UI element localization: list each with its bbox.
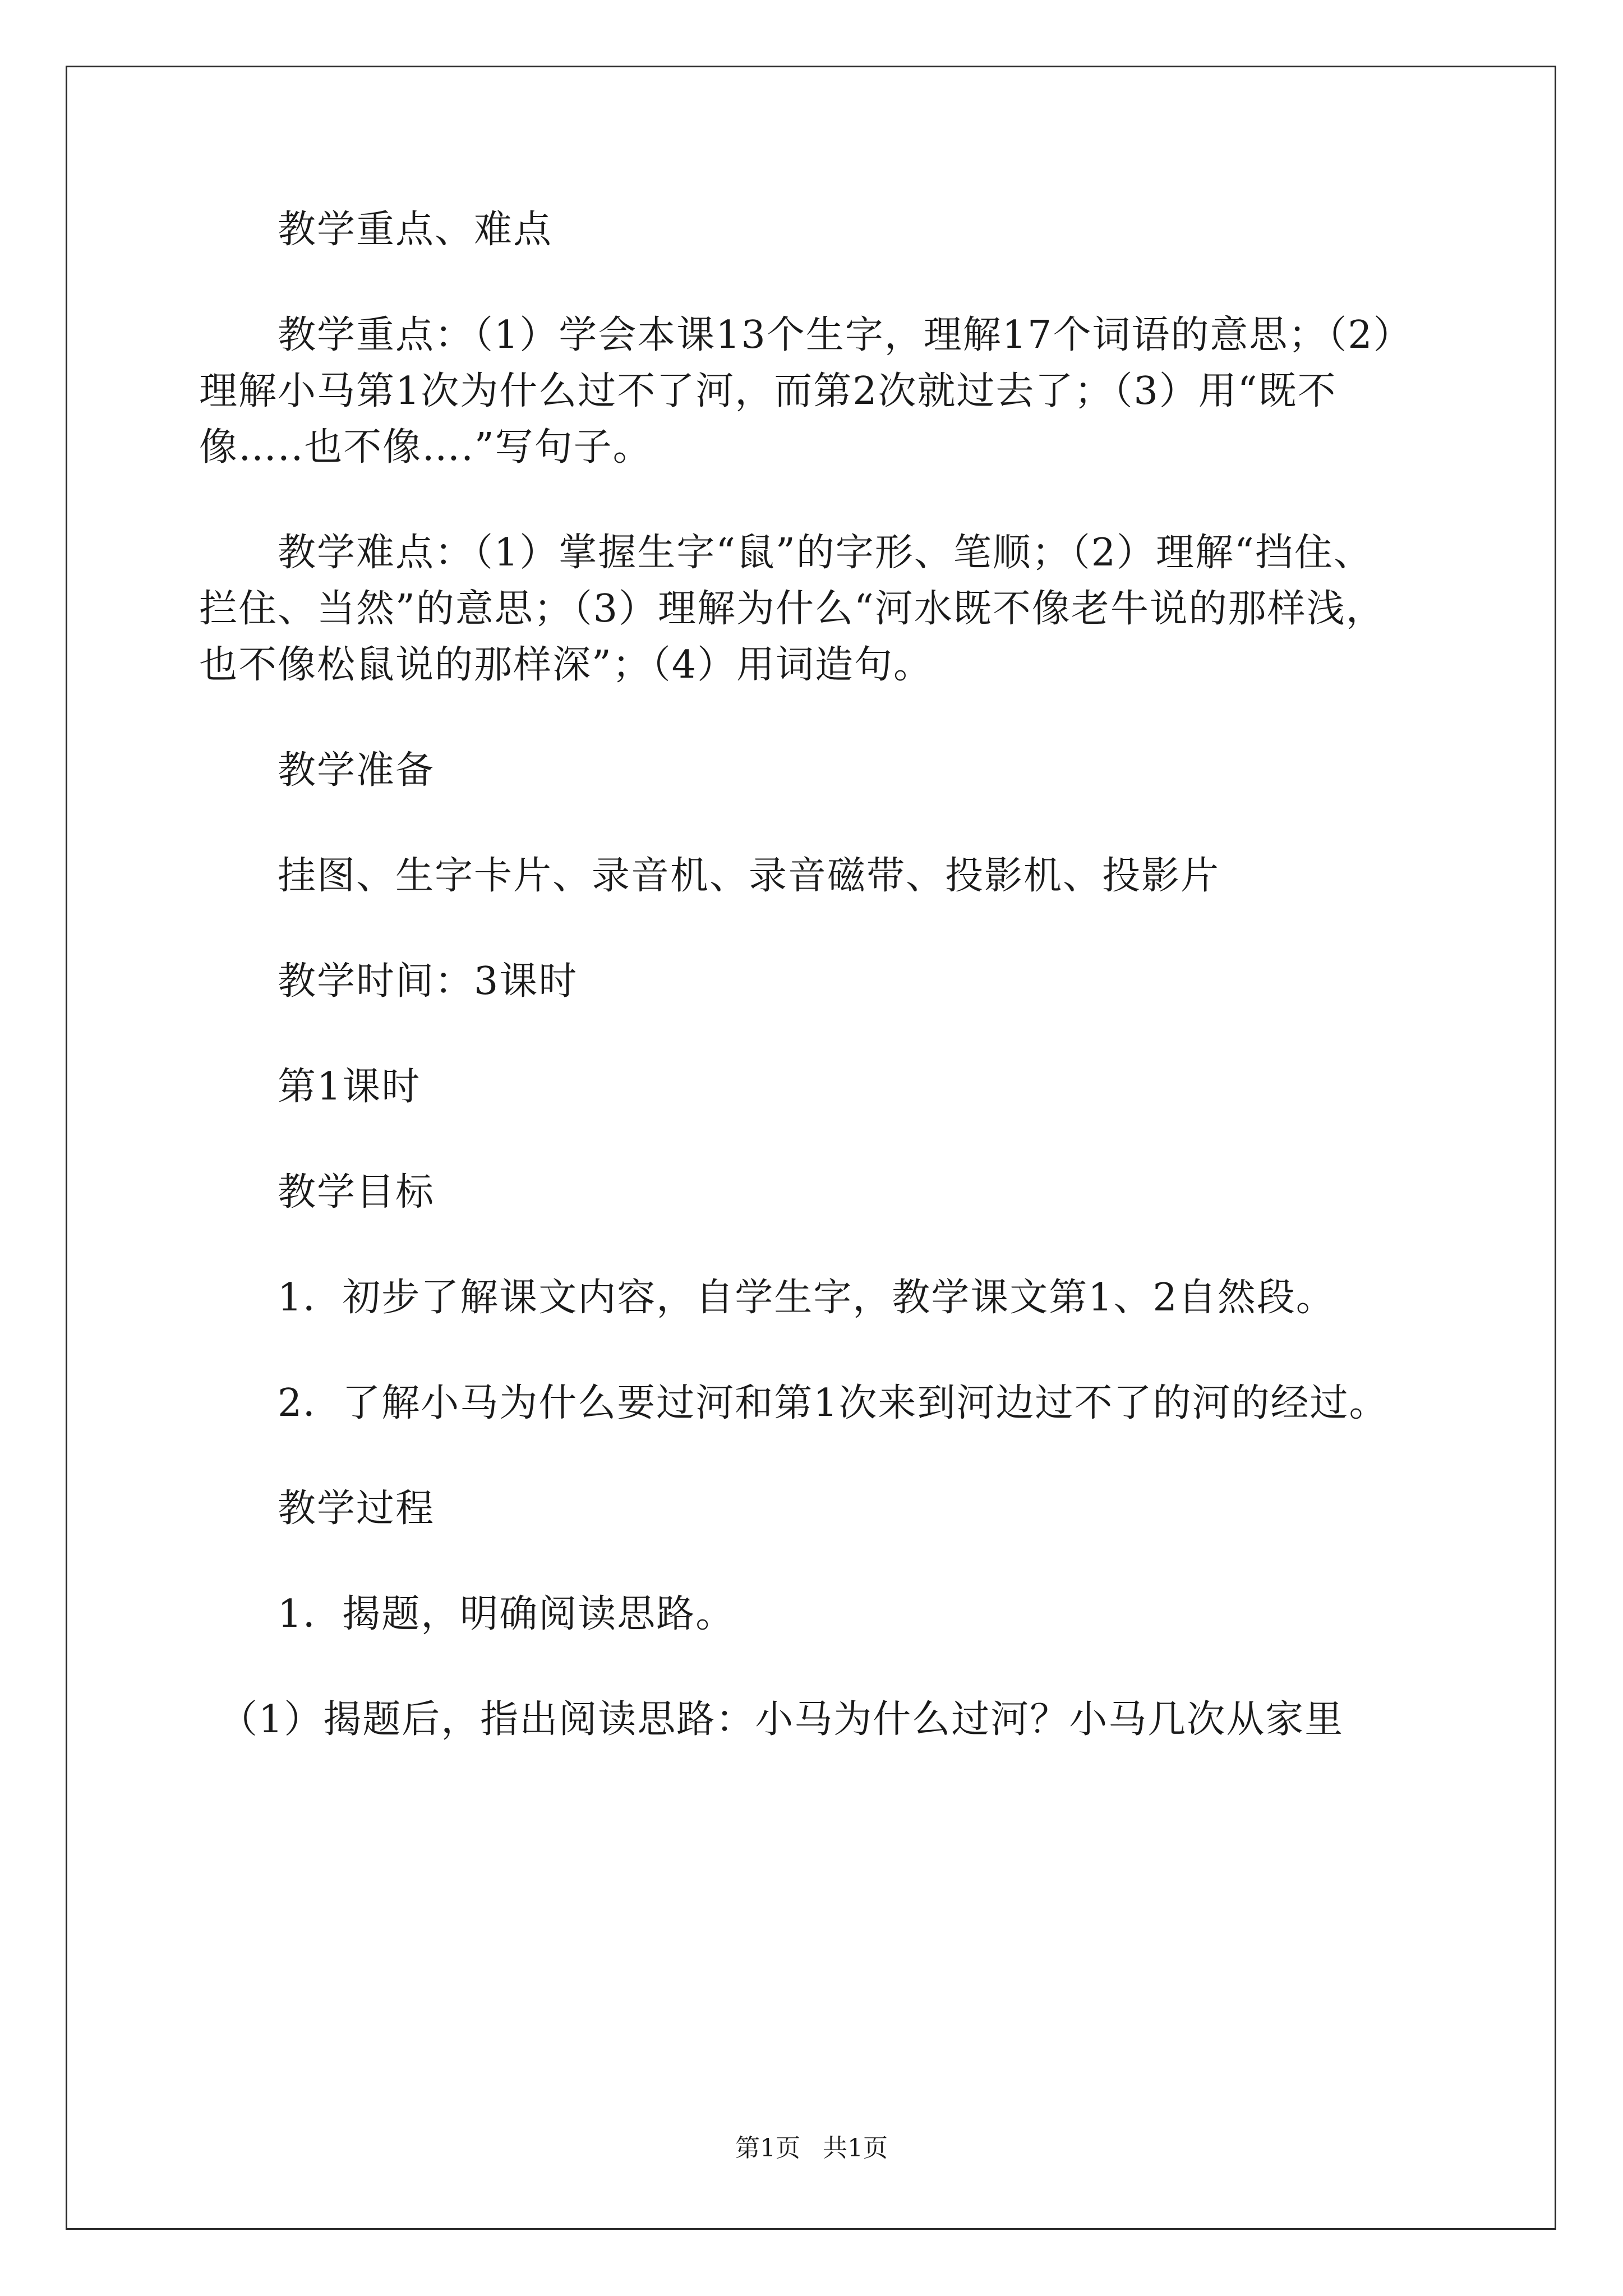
paragraph-gap xyxy=(199,476,1478,525)
paragraph-gap xyxy=(199,1221,1478,1270)
text-line: 教学重点、难点 xyxy=(199,208,553,252)
paragraph-process-1-1 xyxy=(199,1692,1478,1748)
paragraph-gap xyxy=(199,1537,1478,1586)
page-total: 共1页 xyxy=(823,2134,888,2162)
text-line: 1．初步了解课文内容，自学生字，教学课文第1、2自然段。 xyxy=(199,1276,1335,1320)
paragraph-preparation xyxy=(199,848,1478,904)
paragraph-heading-key-points xyxy=(199,202,1478,258)
paragraph-heading-preparation xyxy=(199,743,1478,799)
text-line: 教学准备 xyxy=(199,748,435,793)
text-line: 2．了解小马为什么要过河和第1次来到河边过不了的河的经过。 xyxy=(199,1381,1389,1425)
paragraph-gap xyxy=(199,1115,1478,1165)
text-line: 教学难点：（1）掌握生字“鼠”的字形、笔顺；（2）理解“挡住、 xyxy=(199,531,1373,575)
paragraph-gap xyxy=(199,258,1478,307)
page-number: 第1页 xyxy=(735,2134,800,2162)
text-line: 也不像松鼠说的那样深”；（4）用词造句。 xyxy=(199,643,933,687)
page-footer xyxy=(0,2132,1623,2165)
paragraph-key-points xyxy=(199,307,1478,476)
paragraph-teaching-time xyxy=(199,954,1478,1010)
paragraph-process-1 xyxy=(199,1586,1478,1642)
text-line: 1．揭题，明确阅读思路。 xyxy=(199,1592,735,1636)
text-line: 理解小马第1次为什么过不了河，而第2次就过去了；（3）用“既不 xyxy=(199,369,1337,413)
text-line: 挂图、生字卡片、录音机、录音磁带、投影机、投影片 xyxy=(199,854,1220,898)
text-line: 教学重点：（1）学会本课13个生字，理解17个词语的意思；（2） xyxy=(199,313,1413,357)
text-line: 像…..也不像….”写句子。 xyxy=(199,425,652,470)
paragraph-lesson-1 xyxy=(199,1059,1478,1115)
text-line: 第1课时 xyxy=(199,1065,421,1109)
paragraph-gap xyxy=(199,1642,1478,1692)
paragraph-objective-1 xyxy=(199,1270,1478,1326)
text-line: 教学时间：3课时 xyxy=(199,959,578,1004)
document-body xyxy=(199,202,1478,1748)
paragraph-gap xyxy=(199,904,1478,954)
text-line: 拦住、当然”的意思；（3）理解为什么“河水既不像老牛说的那样浅， xyxy=(199,587,1385,631)
paragraph-difficult-points xyxy=(199,525,1478,693)
text-line: 教学过程 xyxy=(199,1487,435,1531)
paragraph-gap xyxy=(199,1432,1478,1481)
paragraph-heading-process xyxy=(199,1481,1478,1537)
paragraph-gap xyxy=(199,1326,1478,1375)
paragraph-heading-objectives xyxy=(199,1165,1478,1221)
paragraph-gap xyxy=(199,693,1478,743)
text-line: 教学目标 xyxy=(199,1170,435,1214)
paragraph-gap xyxy=(199,1010,1478,1059)
text-line: （1）揭题后，指出阅读思路：小马为什么过河？小马几次从家里 xyxy=(199,1697,1344,1742)
paragraph-objective-2 xyxy=(199,1375,1478,1432)
paragraph-gap xyxy=(199,799,1478,848)
